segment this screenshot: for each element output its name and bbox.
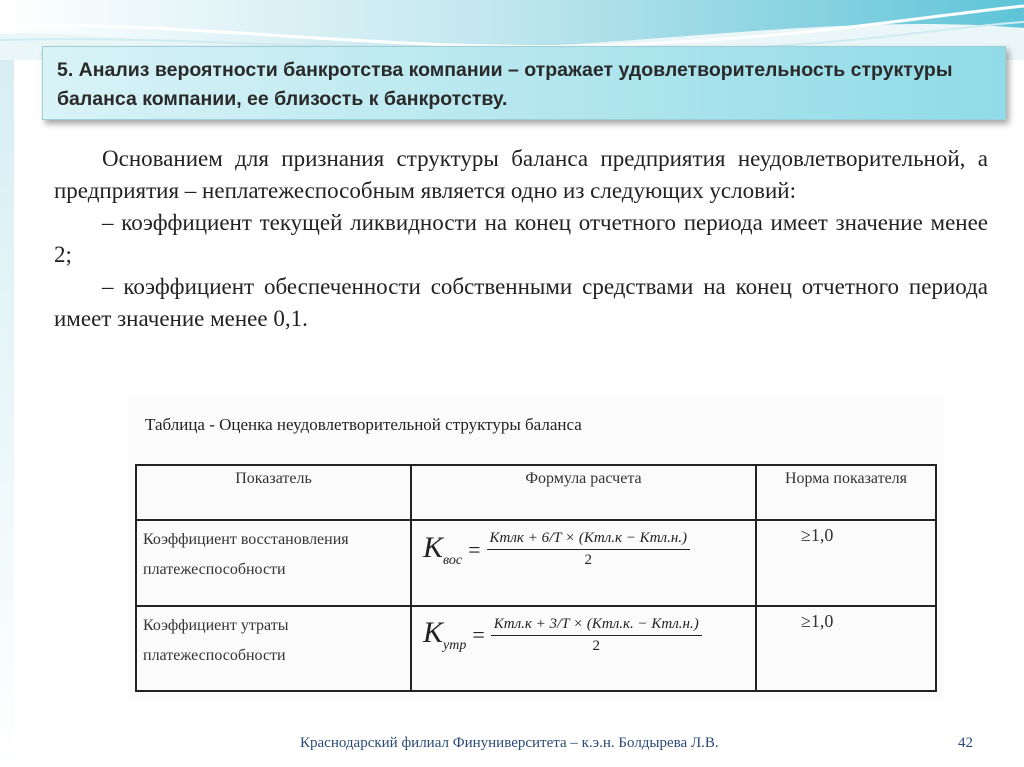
paragraph-condition-1: – коэффициент текущей ликвидности на конец отчетного периода имеет значение менее 2; [54,210,988,267]
assessment-table [135,464,937,692]
formula-numerator: Kтл.к + 3/T × (Kтл.к. − Kтл.н.) [491,616,702,636]
formula-loss [413,608,754,655]
paragraph-condition-2: – коэффициент обеспеченности собственными средствами на конец отчетного периода имеет значение менее 0,1. [54,274,988,331]
formula-symbol: $K_{вос}$ [423,530,463,568]
formula-fraction [487,530,690,569]
slide-title-box [42,46,1006,120]
formula-denominator: 2 [592,637,600,654]
body-text [54,143,988,335]
formula-cell [411,606,756,692]
indicator-cell: Коэффициент утраты платежеспособности [136,606,411,692]
formula-numerator: Kтлк + 6/T × (Kтл.к − Kтл.н.) [487,530,690,550]
formula-cell [411,520,756,606]
table-row [136,606,936,692]
indicator-cell: Коэффициент восстановления платежеспособности [136,520,411,606]
formula-fraction [491,616,702,655]
formula-denominator: 2 [584,552,593,568]
header-norm: Норма показателя [756,465,936,520]
page-number: 42 [958,735,973,751]
footer-author: Краснодарский филиал Финуниверситета – к.э.н. Болдырева Л.В. [300,735,719,751]
equals-sign: = [468,536,481,562]
table-row [136,520,936,606]
paragraph-intro: Основанием для признания структуры баланса предприятия неудовлетворительной, а предприятия – неплатежеспособным является одно из следующих условий: [54,146,988,203]
formula-symbol: $K_{утр}$ [423,616,467,653]
table-figure [127,395,945,700]
table-header-row [136,465,936,520]
header-formula: Формула расчета [411,465,756,520]
slide-title: 5. Анализ вероятности банкротства компании – отражает удовлетворительность структуры баланса компании, ее близость к банкротству. [57,59,953,110]
norm-cell: ≥1,0 [756,606,936,692]
left-decoration [0,60,14,767]
equals-sign: = [472,622,485,647]
formula-recovery [413,522,754,569]
header-indicator: Показатель [136,465,411,520]
table-caption: Таблица - Оценка неудовлетворительной структуры баланса [145,415,582,434]
norm-cell: ≥1,0 [756,520,936,606]
